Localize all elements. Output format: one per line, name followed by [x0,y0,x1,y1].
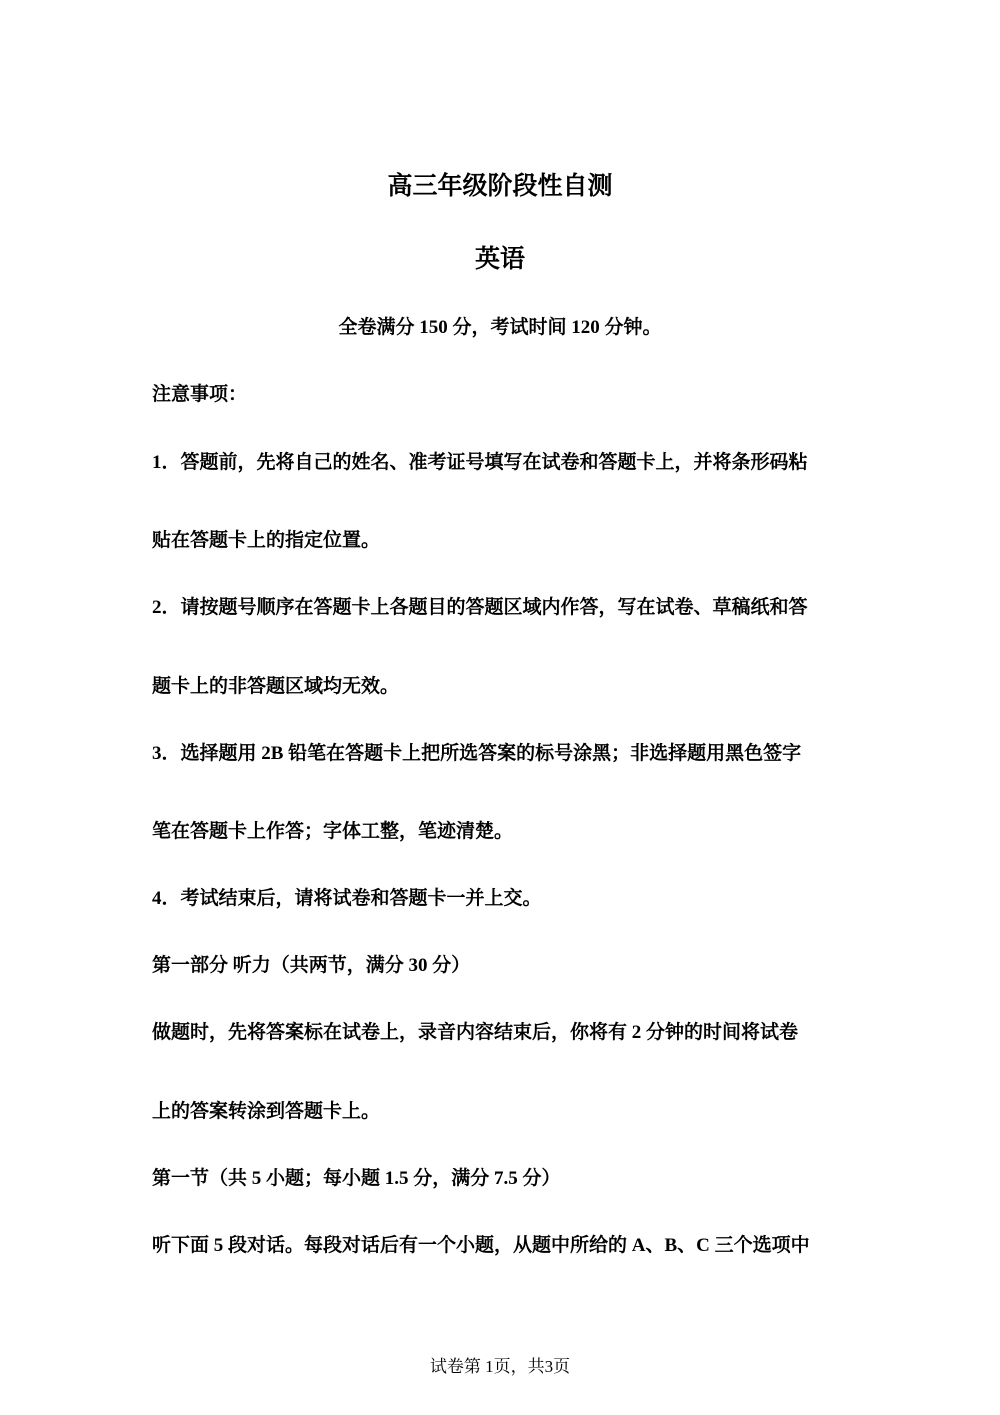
exam-info: 全卷满分 150 分，考试时间 120 分钟。 [338,317,662,338]
note-1-line-1: 1．答题前，先将自己的姓名、准考证号填写在试卷和答题卡上，并将条形码粘 [152,452,808,473]
note-2-line-2: 题卡上的非答题区域均无效。 [152,676,400,697]
part1-heading: 第一部分 听力（共两节，满分 30 分） [152,955,471,976]
part1-instruction-line-2: 上的答案转涂到答题卡上。 [152,1101,381,1122]
exam-title: 高三年级阶段性自测 [387,171,613,200]
subject-title: 英语 [474,244,525,273]
note-2-line-1: 2．请按题号顺序在答题卡上各题目的答题区域内作答，写在试卷、草稿纸和答 [152,597,808,618]
section1-instruction: 听下面 5 段对话。每段对话后有一个小题，从题中所给的 A、B、C 三个选项中 [152,1235,810,1256]
note-3-line-2: 笔在答题卡上作答；字体工整，笔迹清楚。 [152,821,514,842]
part1-instruction-line-1: 做题时，先将答案标在试卷上，录音内容结束后，你将有 2 分钟的时间将试卷 [152,1022,799,1043]
note-1-line-2: 贴在答题卡上的指定位置。 [152,530,381,551]
note-4: 4．考试结束后，请将试卷和答题卡一并上交。 [152,888,542,909]
section1-heading: 第一节（共 5 小题；每小题 1.5 分，满分 7.5 分） [152,1168,561,1189]
notes-heading: 注意事项： [152,384,248,405]
note-3-line-1: 3．选择题用 2B 铅笔在答题卡上把所选答案的标号涂黑；非选择题用黑色签字 [152,743,802,764]
page-footer: 试卷第 1页，共3页 [429,1357,571,1376]
